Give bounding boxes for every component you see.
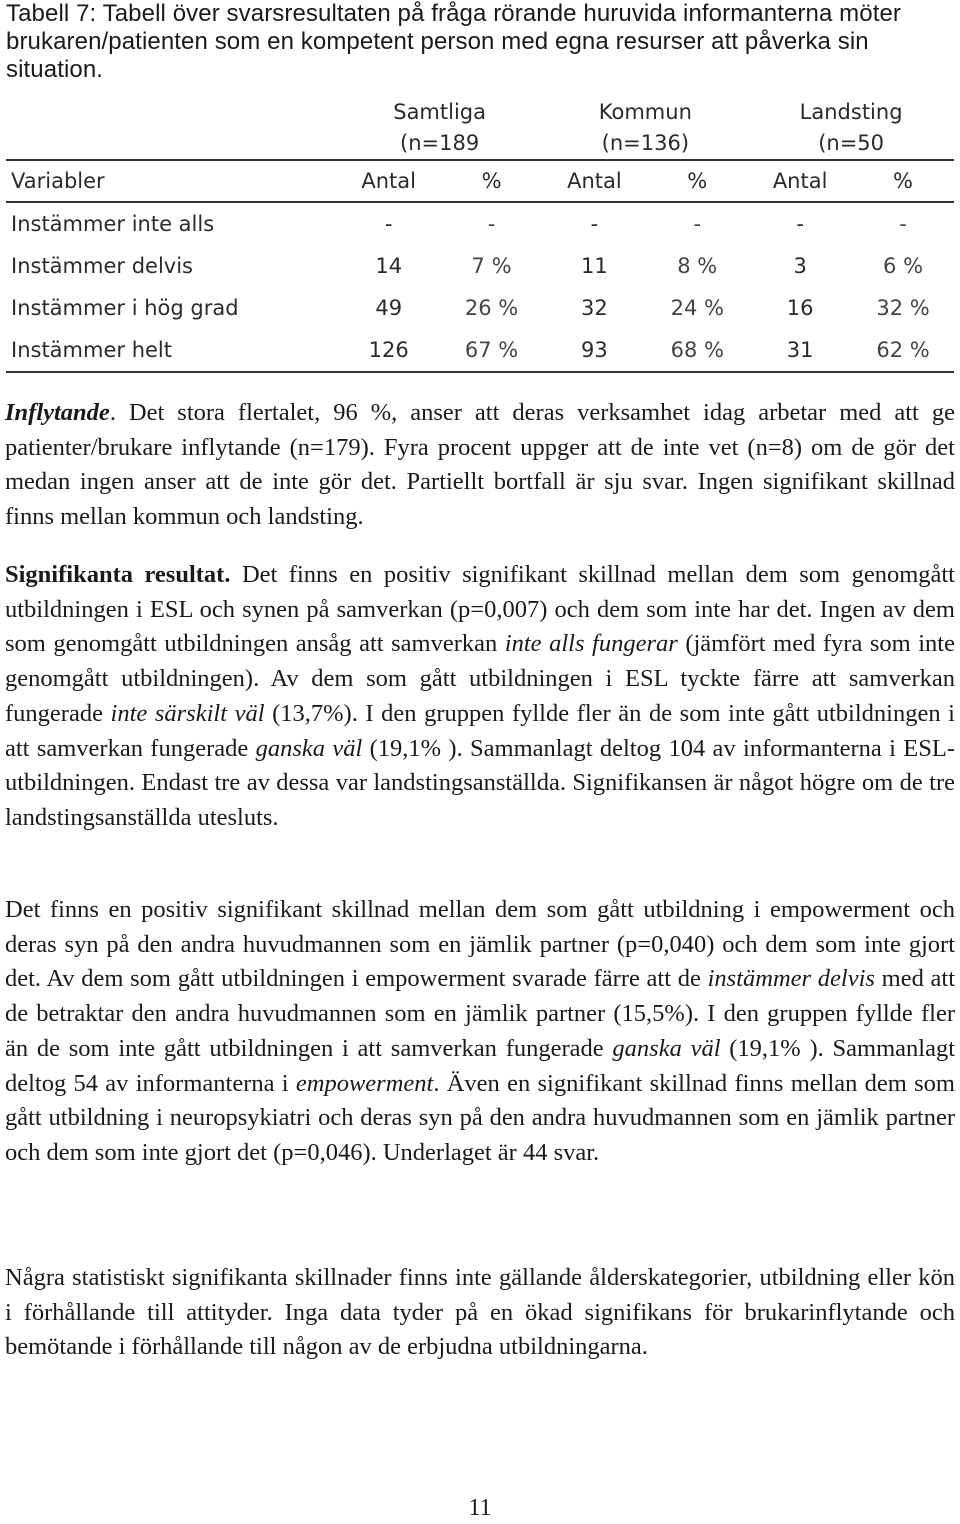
column-header-variabler: Variabler [6,160,337,202]
table-row [6,245,954,287]
cell-percent: - [899,212,907,236]
column-header-percent: % [852,160,954,202]
group-n: (n=50 [818,131,885,155]
row-label: Instämmer i hög grad [11,296,239,320]
group-header-samtliga [337,97,543,160]
cell-antal: - [796,212,804,236]
cell-percent: 68 % [646,329,748,372]
paragraph-emphasis: ganska väl [255,734,363,762]
paragraph-inflytande [5,396,955,535]
cell-percent: - [487,212,496,236]
results-table [6,97,954,373]
cell-percent: 8 % [677,254,718,278]
paragraph-text: (19,1% ). Sammanlagt deltog 104 av informanterna i ESL-utbildningen. Endast tre av dessa var landstingsanställda. Signifikansen är något högre om de tre landstingsanställda utesluts. [5,734,955,831]
paragraph-emphasis: empowerment [295,1069,434,1097]
paragraph-emphasis: inte särskilt väl [110,699,265,727]
paragraph-text: . Även en signifikant skillnad finns mellan dem som gått utbildning i neuropsykiatri och deras syn på den andra huvudmannen som en jämlik partner och dem som inte gjort det (p=0,046). Underlaget är 44 svar. [5,1069,955,1166]
column-header-percent: % [646,160,748,202]
cell-antal: 3 [793,254,807,278]
paragraph-signifikanta-resultat [5,558,955,836]
row-label: Instämmer delvis [11,254,193,278]
cell-antal: 14 [375,254,403,278]
group-name: Kommun [598,100,692,124]
cell-percent: 62 % [852,329,954,372]
paragraph-text: (19,1% ). Sammanlagt deltog 54 av informanterna i [5,1034,956,1097]
paragraph-lead: Inflytande [5,399,110,426]
row-label: Instämmer inte alls [11,212,215,236]
cell-antal: 32 [581,296,608,320]
paragraph-conclusion: Några statistiskt signifikanta skillnader finns inte gällande ålderskategorier, utbildning eller kön i förhållande till attityder. Inga data tyder på en ökad signifikans för brukarinflytande och bemötande i förhållande till någon av de erbjudna utbildningarna. [5,1264,955,1361]
cell-percent: 24 % [670,296,724,320]
group-name: Samtliga [393,100,486,124]
cell-antal: 126 [337,329,441,372]
cell-percent: 6 % [883,254,924,278]
column-header-antal: Antal [337,160,441,202]
group-header-landsting [748,97,954,160]
paragraph-empowerment [5,893,955,1171]
table-row [6,202,954,245]
group-header-kommun [542,97,748,160]
group-n: (n=136) [601,131,690,155]
paragraph-text: Det finns en positiv signifikant skillnad mellan dem som gått utbildning i empowerment och deras syn på den andra huvudmannen som en jämlik partner (p=0,040) och dem som inte gjort det. Av dem som gått utbildningen i empowerment svarade färre att de [5,896,955,993]
cell-antal: 49 [375,296,403,320]
cell-percent: 32 % [876,296,930,320]
row-label: Instämmer helt [6,329,337,372]
cell-antal: 93 [542,329,646,372]
paragraph-text: Det finns en positiv signifikant skillnad mellan dem som genomgått utbildningen i ESL och synen på samverkan (p=0,007) och dem som inte har det. Ingen av dem som genomgått utbildningen ansåg att samverkan [5,561,955,658]
column-header-antal: Antal [542,160,646,202]
results-table-container [6,97,954,373]
cell-percent: - [693,212,702,236]
paragraph-lead: Signifikanta resultat. [5,561,231,588]
table-column-header [6,160,954,202]
page-number: 11 [468,1495,492,1521]
paragraph-emphasis: ganska väl [612,1034,721,1062]
paragraph-text: (13,7%). I den gruppen fyllde fler än de som inte gått utbildningen i att samverkan fungerade [5,699,955,762]
paragraph-emphasis: instämmer delvis [707,965,875,993]
table-caption: Tabell 7: Tabell över svarsresultaten på fråga rörande huruvida informanterna möter brukaren/patienten som en kompetent person med egna resurser att påverka sin situation. [6,0,902,83]
cell-antal: - [590,212,599,236]
paragraph-text: med att de betraktar den andra huvudmannen som en jämlik partner (15,5%). I den gruppen fyllde fler än de som inte gått utbildningen i att samverkan fungerade [5,965,956,1062]
group-n: (n=189 [400,131,480,155]
cell-antal: 31 [748,329,852,372]
table-group-header [6,97,954,160]
column-header-percent: % [441,160,543,202]
table-row [6,287,954,329]
cell-antal: - [384,212,393,236]
cell-percent: 26 % [464,296,519,320]
cell-percent: 67 % [441,329,543,372]
group-name: Landsting [799,100,903,124]
paragraph-emphasis: inte alls fungerar [504,630,678,658]
cell-percent: 7 % [471,254,512,278]
table-group-spacer [6,97,337,160]
column-header-antal: Antal [748,160,852,202]
cell-antal: 16 [786,296,814,320]
table-row [6,329,954,372]
paragraph-text: (jämfört med fyra som inte genomgått utbildningen). Av dem som gått utbildningen i ESL tyckte färre att samverkan fungerade [5,630,955,727]
cell-antal: 11 [581,254,608,278]
paragraph-text: . Det stora flertalet, 96 %, anser att deras verksamhet idag arbetar med att ge patienter/brukare inflytande (n=179). Fyra procent uppger att de inte vet (n=8) om de gör det medan ingen anser att de inte gör det. Partiellt bortfall är sju svar. Ingen signifikant skillnad finns mellan kommun och landsting. [5,399,955,531]
